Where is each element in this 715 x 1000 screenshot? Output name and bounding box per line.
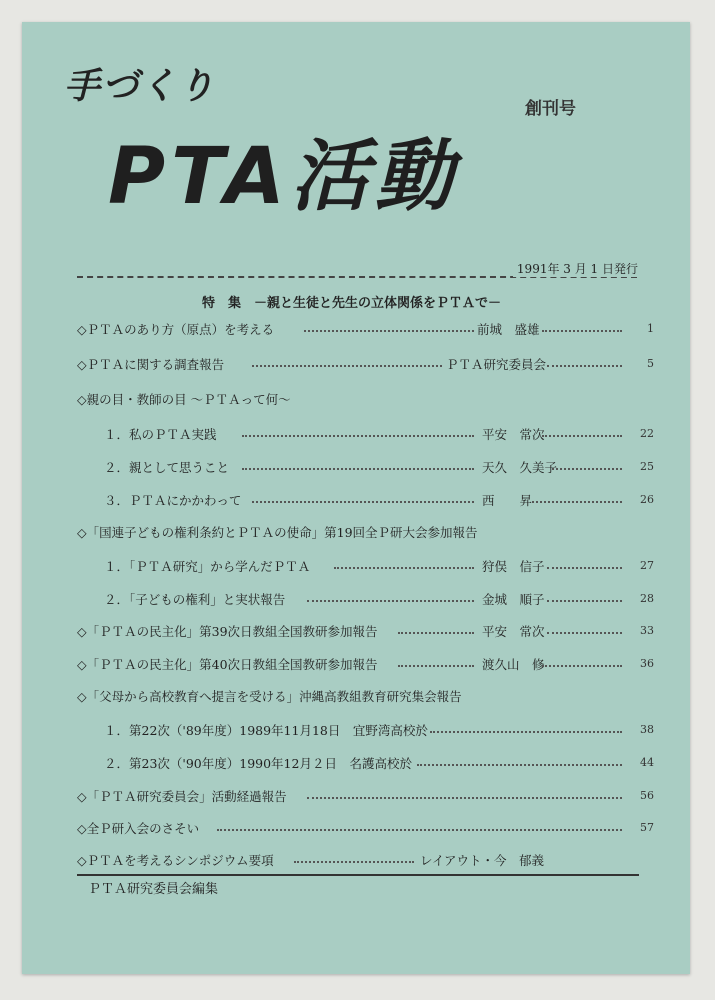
toc-entry-author: 天久 久美子 xyxy=(482,460,558,475)
toc-entry-title: ◇ＰＴＡを考えるシンポジウム要項 xyxy=(77,853,274,868)
toc-entry-title: ２．第23次（'90年度）1990年12月２日 名護高校於 xyxy=(104,756,412,771)
toc-entry-title: ◇「父母から高校教育へ提言を受ける」沖縄高教組教育研究集会報告 xyxy=(77,689,462,704)
title-small: 手づくり xyxy=(64,66,217,107)
leader-dots xyxy=(547,600,622,602)
toc-entry-author: 前城 盛雄 xyxy=(477,322,540,337)
toc-entry-title: ◇親の目・教師の目 ～ＰＴＡって何～ xyxy=(77,392,291,407)
toc-entry-page: 33 xyxy=(640,624,654,637)
leader-dots xyxy=(542,330,622,332)
toc-entry-page: 1 xyxy=(647,322,654,335)
toc-entry-page: 56 xyxy=(640,789,654,802)
leader-dots xyxy=(532,501,622,503)
title-main: PTA活動 xyxy=(108,132,459,222)
leader-dots xyxy=(542,665,622,667)
toc-entry-page: 27 xyxy=(640,559,654,572)
toc-entry-page: 26 xyxy=(640,493,654,506)
toc-entry-title: ◇ＰＴＡのあり方（原点）を考える xyxy=(77,322,275,337)
toc-entry-author: 金城 順子 xyxy=(482,592,545,607)
publication-date: 1991年 3 月 1 日発行 xyxy=(513,260,638,277)
leader-dots xyxy=(307,797,622,799)
toc-entry-author: 平安 常次 xyxy=(482,624,545,639)
toc-entry-author: 狩俣 信子 xyxy=(482,559,545,574)
toc-entry-author: 西 昇 xyxy=(482,493,533,508)
footer-divider xyxy=(77,874,639,876)
toc-entry-title: ２．親として思うこと xyxy=(104,460,230,475)
toc-entry-title: １．第22次（'89年度）1989年11月18日 宜野湾高校於 xyxy=(104,723,428,738)
toc-entry-page: 25 xyxy=(640,460,654,473)
toc-entry-page: 5 xyxy=(647,357,654,370)
leader-dots xyxy=(547,632,622,634)
issue-label: 創刊号 xyxy=(525,99,576,119)
leader-dots xyxy=(398,632,474,634)
toc-entry-page: 44 xyxy=(640,756,654,769)
toc-entry-title: ３．ＰＴＡにかかわって xyxy=(104,493,242,508)
toc-entry-page: 28 xyxy=(640,592,654,605)
toc-entry-page: 36 xyxy=(640,657,654,670)
toc-entry-page: 38 xyxy=(640,723,654,736)
toc-entry-title: ◇「国連子どもの権利条約とＰＴＡの使命」第19回全Ｐ研大会参加報告 xyxy=(77,525,478,540)
leader-dots xyxy=(304,330,474,332)
toc-entry-author: 渡久山 修 xyxy=(482,657,545,672)
leader-dots xyxy=(542,435,622,437)
leader-dots xyxy=(398,665,474,667)
leader-dots xyxy=(252,501,474,503)
leader-dots xyxy=(417,764,622,766)
leader-dots xyxy=(242,435,474,437)
leader-dots xyxy=(242,468,474,470)
leader-dots xyxy=(334,567,474,569)
leader-dots xyxy=(547,365,622,367)
leader-dots xyxy=(252,365,442,367)
toc-entry-author: レイアウト・今 郁義 xyxy=(420,853,545,868)
toc-entry-title: ◇「ＰＴＡの民主化」第40次日教組全国教研参加報告 xyxy=(77,657,378,672)
toc-entry-title: ２．「子どもの権利」と実状報告 xyxy=(104,592,286,607)
leader-dots xyxy=(307,600,474,602)
special-feature-heading: 特 集 －親と生徒と先生の立体関係をＰＴＡで－ xyxy=(202,296,502,311)
leader-dots xyxy=(294,861,414,863)
toc-entry-title: ◇「ＰＴＡ研究委員会」活動経過報告 xyxy=(77,789,287,804)
leader-dots xyxy=(217,829,622,831)
toc-entry-title: ◇「ＰＴＡの民主化」第39次日教組全国教研参加報告 xyxy=(77,624,378,639)
toc-entry-title: ◇ＰＴＡに関する調査報告 xyxy=(77,357,225,372)
toc-entry-title: ◇全Ｐ研入会のさそい xyxy=(77,821,200,836)
editor-credit: ＰＴＡ研究委員会編集 xyxy=(88,882,219,897)
leader-dots xyxy=(552,468,622,470)
toc-entry-author: 平安 常次 xyxy=(482,427,545,442)
toc-entry-page: 57 xyxy=(640,821,654,834)
toc-entry-title: １．「ＰＴＡ研究」から学んだＰＴＡ xyxy=(104,559,311,574)
toc-entry-author: ＰＴＡ研究委員会 xyxy=(446,357,547,372)
leader-dots xyxy=(430,731,622,733)
toc-entry-title: １．私のＰＴＡ実践 xyxy=(104,427,217,442)
leader-dots xyxy=(547,567,622,569)
toc-entry-page: 22 xyxy=(640,427,654,440)
magazine-cover xyxy=(22,22,690,974)
